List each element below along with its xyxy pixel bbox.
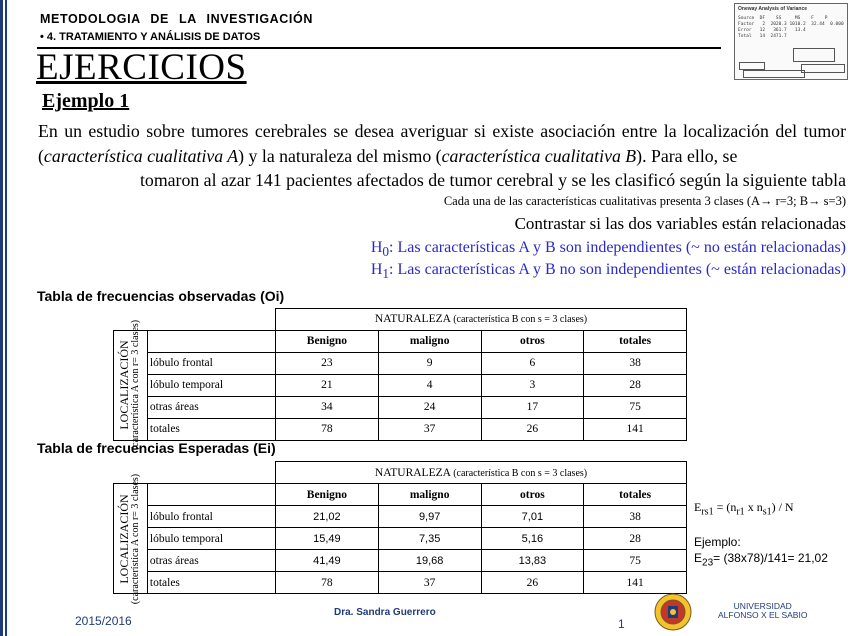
formula-sub: s1 xyxy=(762,506,772,518)
table-cell: 34 xyxy=(276,396,379,418)
row-label: lóbulo temporal xyxy=(147,528,275,550)
unit-title: • 4. TRATAMIENTO Y ANÁLISIS DE DATOS xyxy=(40,31,261,43)
row-label: totales xyxy=(147,418,275,440)
example-title: Ejemplo 1 xyxy=(42,90,130,112)
formula-part: x n xyxy=(744,500,763,514)
formula-sub: r1 xyxy=(736,506,745,518)
table-cell: 6 xyxy=(481,352,584,374)
group-header-note: (característica B con s = 3 clases) xyxy=(453,467,588,479)
statement-emphasis: característica cualitativa B xyxy=(441,145,637,166)
group-header-title: NATURALEZA xyxy=(374,313,451,326)
column-header: totales xyxy=(584,484,687,506)
side-label xyxy=(119,320,141,450)
table-row xyxy=(114,506,687,528)
course-title: METODOLOGIA DE LA INVESTIGACIÓN xyxy=(40,12,313,26)
column-header: otros xyxy=(481,484,584,506)
statement-text: ). Para ello, se xyxy=(636,145,738,166)
table-cell: 26 xyxy=(481,418,584,440)
alternative-hypothesis xyxy=(371,261,846,282)
table-cell: 7,01 xyxy=(481,506,584,528)
observed-table-caption: Tabla de frecuencias observadas (Oi) xyxy=(37,288,285,304)
table-row-totals xyxy=(114,418,687,440)
table-cell: 19,68 xyxy=(378,550,481,572)
formula-part: = (n xyxy=(713,500,737,514)
table-cell: 5,16 xyxy=(481,528,584,550)
expected-frequency-table xyxy=(113,461,687,604)
row-label: lóbulo temporal xyxy=(147,374,275,396)
footer-author: Dra. Sandra Guerrero xyxy=(334,607,436,618)
row-label: totales xyxy=(147,572,275,594)
thumbnail-row: Factor 2 2020.3 1010.2 32.44 0.000 xyxy=(738,22,844,27)
h0-text: : Las características A y B son independientes (~ no están relacionadas) xyxy=(389,239,846,256)
side-label-title: LOCALIZACIÓN xyxy=(117,340,132,430)
footer-year: 2015/2016 xyxy=(75,614,132,628)
row-label: lóbulo frontal xyxy=(147,506,275,528)
side-label-note: (característica A con r= 3 clases) xyxy=(130,473,142,604)
expected-frequency-formula xyxy=(694,500,794,517)
column-header: maligno xyxy=(378,330,481,352)
side-label xyxy=(119,473,141,603)
thumbnail-box xyxy=(801,64,845,73)
page-title: EJERCICIOS xyxy=(36,47,247,88)
side-label-note: (característica A con r= 3 clases) xyxy=(130,319,142,451)
left-accent-bar xyxy=(0,0,3,636)
table-row xyxy=(114,352,687,374)
row-label: otras áreas xyxy=(147,550,275,572)
table-row xyxy=(114,550,687,572)
group-header xyxy=(276,462,687,484)
statement-text: ) y la naturaleza del mismo ( xyxy=(238,145,442,166)
table-cell: 41,49 xyxy=(276,550,379,572)
table-cell: 7,35 xyxy=(378,528,481,550)
formula-example-label: Ejemplo: xyxy=(694,535,741,549)
classes-note: Cada una de las características cualitativas presenta 3 clases (A→ r=3; B→ s=3) xyxy=(443,194,846,208)
group-header-note: (característica B con s = 3 clases) xyxy=(453,314,588,326)
table-cell: 4 xyxy=(378,374,481,396)
h0-subscript: 0 xyxy=(382,244,390,260)
table-cell: 75 xyxy=(584,550,687,572)
example-lhs: E xyxy=(694,551,703,565)
null-hypothesis xyxy=(371,239,846,260)
column-header: otros xyxy=(481,330,584,352)
table-cell: 9 xyxy=(378,352,481,374)
thumbnail-row: Source DF SS MS F P xyxy=(738,16,828,21)
table-cell: 24 xyxy=(378,396,481,418)
statement-text: En un estudio sobre tumores cerebrales se desea averiguar si existe asociación entre la localización del tumor ( xyxy=(38,121,846,166)
h1-symbol: H xyxy=(370,261,383,278)
contrast-statement: Contrastar si las dos variables están relacionadas xyxy=(514,214,846,233)
h1-text: : Las características A y B no son independientes (~ están relacionadas) xyxy=(389,261,846,278)
column-header: totales xyxy=(584,330,687,352)
table-cell: 15,49 xyxy=(276,528,379,550)
university-line: UNIVERSIDAD xyxy=(733,601,792,611)
column-header: Benigno xyxy=(276,484,379,506)
university-line: ALFONSO X EL SABIO xyxy=(718,610,808,620)
table-cell: 37 xyxy=(378,572,481,594)
table-cell: 13,83 xyxy=(481,550,584,572)
table-cell: 3 xyxy=(481,374,584,396)
table-row xyxy=(114,374,687,396)
statement-emphasis: característica cualitativa A xyxy=(43,145,239,166)
thumbnail-row: Total 14 2471.7 xyxy=(738,34,787,39)
group-header-title: NATURALEZA xyxy=(374,466,451,479)
table-cell: 38 xyxy=(584,352,687,374)
university-seal-icon xyxy=(654,593,692,631)
thumbnail-box xyxy=(739,62,765,70)
formula-lhs-sub: rs1 xyxy=(701,506,714,518)
table-cell: 75 xyxy=(584,396,687,418)
thumbnail-box xyxy=(793,48,835,62)
column-header: maligno xyxy=(378,484,481,506)
problem-statement xyxy=(38,119,846,193)
expected-table-caption: Tabla de frecuencias Esperadas (Ei) xyxy=(37,440,276,456)
table-row-totals xyxy=(114,572,687,594)
statement-text: tomaron al azar 141 pacientes afectados de tumor cerebral y se les clasificó según la siguiente tabla xyxy=(139,170,846,190)
table-row xyxy=(114,396,687,418)
table-cell: 37 xyxy=(378,418,481,440)
table-cell: 141 xyxy=(584,572,687,594)
row-label: otras áreas xyxy=(147,396,275,418)
thumbnail-row: Error 12 361.7 13.4 xyxy=(738,28,806,33)
row-label: lóbulo frontal xyxy=(147,352,275,374)
table-cell: 21 xyxy=(276,374,379,396)
group-header xyxy=(276,309,687,331)
anova-thumbnail xyxy=(734,3,848,80)
h0-symbol: H xyxy=(370,239,383,256)
h1-subscript: 1 xyxy=(382,266,390,282)
row-header-blank xyxy=(147,484,275,506)
column-header: Benigno xyxy=(276,330,379,352)
formula-part: ) / N xyxy=(771,500,794,514)
thumbnail-title: Oneway Analysis of Variance xyxy=(738,6,808,12)
side-label-cell xyxy=(114,473,148,604)
table-cell: 28 xyxy=(584,528,687,550)
university-name xyxy=(718,602,807,620)
table-cell: 26 xyxy=(481,572,584,594)
row-header-blank xyxy=(147,330,275,352)
formula-example xyxy=(694,551,828,568)
observed-frequency-table xyxy=(113,308,687,451)
table-cell: 28 xyxy=(584,374,687,396)
left-accent-bar-thin xyxy=(5,0,7,636)
table-cell: 23 xyxy=(276,352,379,374)
table-cell: 17 xyxy=(481,396,584,418)
table-cell: 9,97 xyxy=(378,506,481,528)
side-label-title: LOCALIZACIÓN xyxy=(117,493,132,584)
table-cell: 38 xyxy=(584,506,687,528)
table-cell: 78 xyxy=(276,572,379,594)
table-cell: 141 xyxy=(584,418,687,440)
table-row xyxy=(114,528,687,550)
example-sub: 23 xyxy=(702,557,714,569)
example-rhs: = (38x78)/141= 21,02 xyxy=(713,551,828,565)
formula-lhs: E xyxy=(694,500,702,514)
table-cell: 21,02 xyxy=(276,506,379,528)
thumbnail-box xyxy=(743,70,805,78)
table-cell: 78 xyxy=(276,418,379,440)
side-label-cell xyxy=(114,319,148,451)
page-number: 1 xyxy=(618,617,625,631)
